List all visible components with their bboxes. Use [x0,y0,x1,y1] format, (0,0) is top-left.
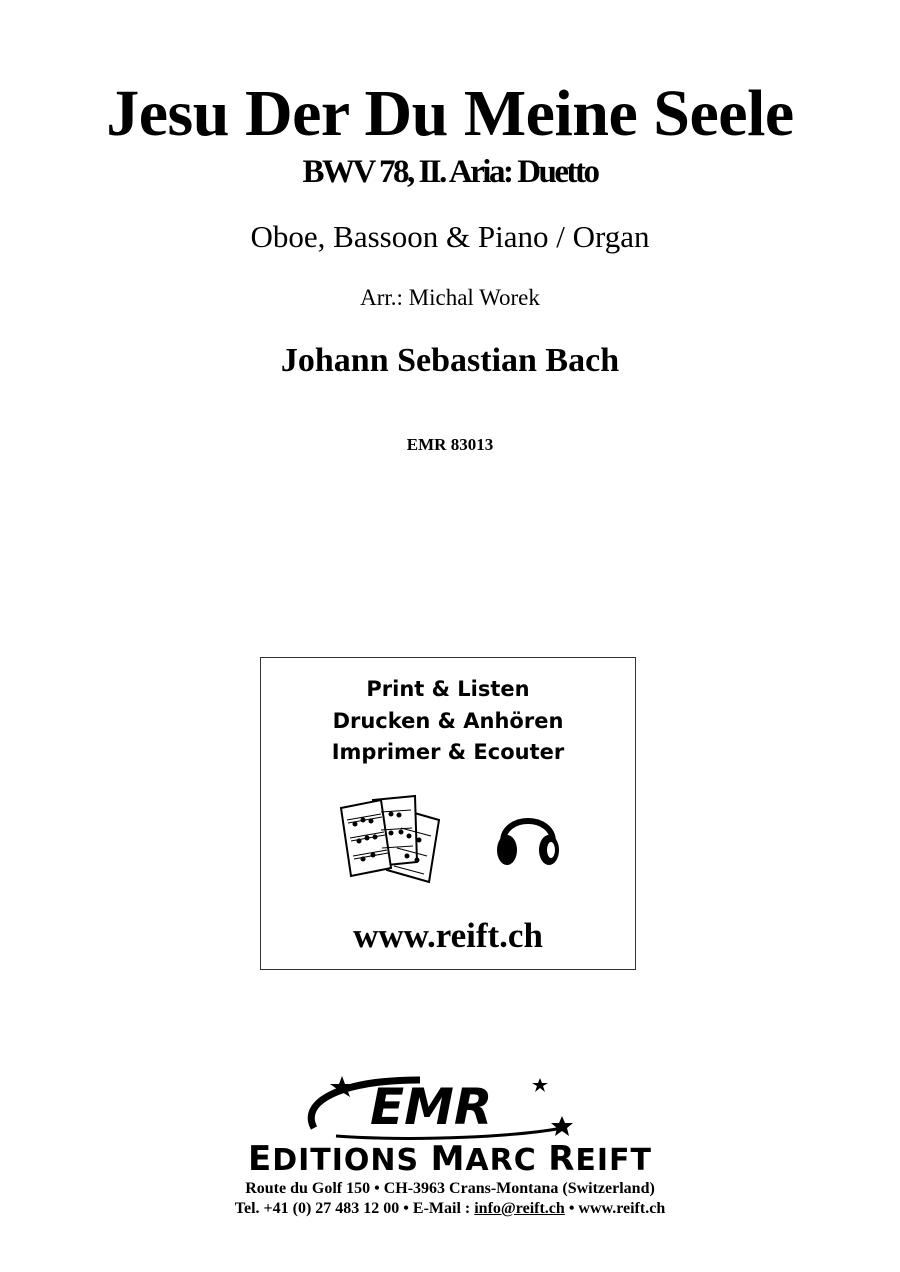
print-listen-box [260,657,636,970]
emr-logo-text: EMR [370,1078,493,1136]
promo-line-english: Print & Listen [366,677,530,701]
instrumentation: Oboe, Bassoon & Piano / Organ [250,219,650,254]
promo-line-german: Drucken & Anhören [332,709,564,733]
arranger: Arr.: Michal Worek [360,285,540,310]
website-text: • www.reift.ch [564,1200,666,1217]
page-title: Jesu Der Du Meine Seele [106,77,794,150]
emr-logo [300,1072,600,1144]
email-link[interactable]: info@reift.ch [474,1200,565,1217]
subtitle: BWV 78, II. Aria: Duetto [302,154,598,190]
sheet-music-icon [337,790,467,890]
publisher-name: EDITIONS MARC REIFT [247,1139,653,1179]
phone-text: Tel. +41 (0) 27 483 12 00 • E-Mail : [234,1200,475,1217]
promo-website: www.reift.ch [353,916,543,955]
publisher-address: Route du Golf 150 • CH-3963 Crans-Montana (Switzerland) [245,1180,655,1197]
promo-line-french: Imprimer & Ecouter [331,740,565,764]
composer: Johann Sebastian Bach [280,342,620,379]
headphones-icon [493,802,563,872]
publisher-contact [0,1198,900,1219]
catalog-number: EMR 83013 [406,435,494,454]
